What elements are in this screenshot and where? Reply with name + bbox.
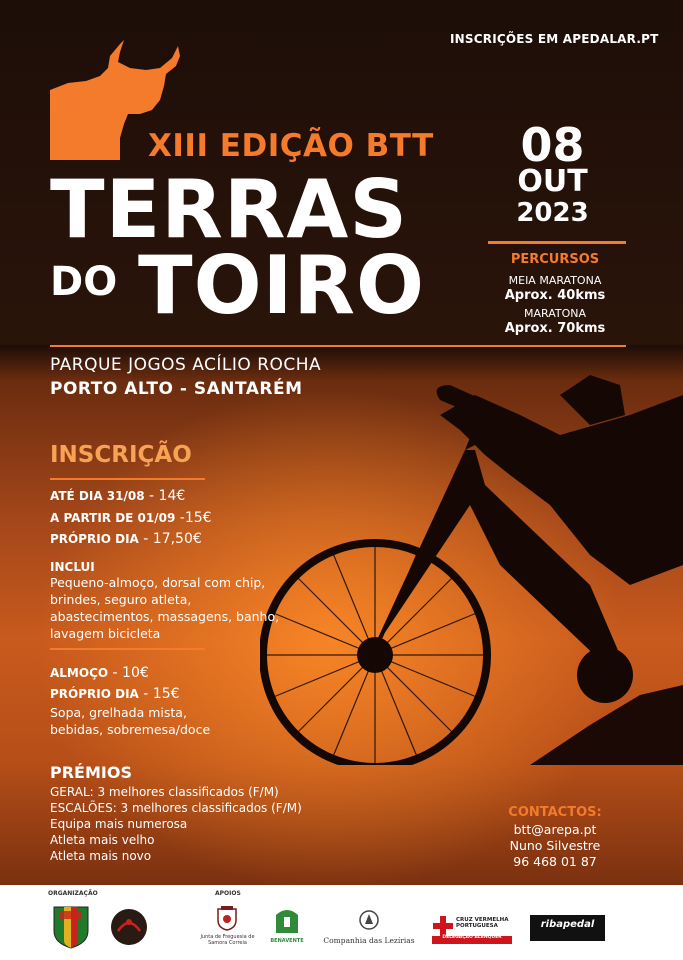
route-full-name: MARATONA [523, 307, 586, 320]
junta-crest-icon [215, 905, 239, 931]
lunch-divider [50, 648, 205, 650]
event-month: OUT [517, 164, 588, 199]
cruz-line2: PORTUGUESA [456, 923, 498, 930]
contact-name: Nuno Silvestre [509, 838, 601, 853]
title-toiro: TOIRO [138, 239, 425, 332]
price-sameday-value: - 17,50€ [138, 531, 202, 547]
contact-phone: 96 468 01 87 [513, 854, 597, 869]
price-early-label: ATÉ DIA 31/08 [50, 489, 145, 503]
cruz-line1: CRUZ VERMELHA [456, 917, 509, 923]
lunch-price [50, 665, 149, 682]
header-divider [50, 345, 626, 347]
prizes-list [50, 784, 350, 864]
ribapedal-logo: ribapedal [530, 915, 605, 941]
title-do: DO [50, 259, 118, 305]
prizes-title: PRÉMIOS [50, 763, 132, 782]
companhia-name: Companhia das Lezírias [323, 936, 415, 945]
lunch-sameday-price [50, 686, 180, 703]
lunch-menu: Sopa, grelhada mista, bebidas, sobremesa/doce [50, 705, 211, 737]
companhia-crest-icon [358, 909, 380, 931]
venue-location: PORTO ALTO - SANTARÉM [50, 379, 303, 399]
venue-name: PARQUE JOGOS ACÍLIO ROCHA [50, 355, 322, 375]
benavente-name: BENAVENTE [270, 938, 304, 944]
price-sameday-label: PRÓPRIO DIA [50, 532, 139, 546]
edition-heading: XIII EDIÇÃO BTT [148, 128, 434, 164]
price-late-label: A PARTIR DE 01/09 [50, 511, 176, 525]
price-early [50, 488, 185, 505]
prize-item: ESCALÕES: 3 melhores classificados (F/M) [50, 801, 302, 815]
prize-item: Atleta mais velho [50, 833, 155, 847]
price-early-value: - 14€ [144, 488, 186, 504]
lunch-price-value: - 10€ [108, 665, 149, 681]
price-late-value: -15€ [175, 510, 212, 526]
prize-item: GERAL: 3 melhores classificados (F/M) [50, 785, 279, 799]
organizer-shield-logo-icon [52, 905, 90, 949]
organizer-round-logo-icon [110, 905, 148, 949]
benavente-logo-icon [272, 903, 302, 937]
lunch-sameday-value: - 15€ [138, 686, 180, 702]
registration-title: INSCRIÇÃO [50, 442, 192, 468]
prize-item: Atleta mais novo [50, 849, 152, 863]
price-sameday [50, 531, 202, 548]
lunch-price-label: ALMOÇO [50, 666, 109, 680]
includes-text: Pequeno-almoço, dorsal com chip, brindes, seguro atleta, abastecimentos, massagens, banho, lavagem bicicleta [50, 575, 280, 641]
title-terras: TERRAS [50, 163, 408, 256]
includes-title: INCLUI [50, 560, 95, 574]
routes-divider-top [488, 241, 626, 244]
prize-item: Equipa mais numerosa [50, 817, 188, 831]
cruz-name [456, 917, 516, 929]
lunch-sameday-label: PRÓPRIO DIA [50, 687, 139, 701]
registration-divider [50, 478, 205, 480]
junta-name: Junta de Freguesia de Samora Correia [200, 934, 255, 946]
cyclist-silhouette-icon [260, 355, 683, 765]
price-late [50, 510, 212, 527]
route-half-name: MEIA MARATONA [508, 274, 602, 287]
contacts-title: CONTACTOS: [508, 805, 602, 820]
cruz-delegation: DELEGAÇÃO ALENQUER [432, 936, 512, 944]
sponsors-footer [0, 885, 683, 960]
route-half-distance: Aprox. 40kms [504, 288, 606, 303]
contact-email: btt@arepa.pt [513, 822, 597, 837]
organization-label: ORGANIZAÇÃO [48, 890, 98, 897]
event-year: 2023 [516, 198, 589, 228]
route-full-distance: Aprox. 70kms [504, 321, 606, 336]
red-cross-icon [432, 915, 454, 937]
routes-title: PERCURSOS [510, 252, 600, 267]
registration-site-note: INSCRIÇÕES EM APEDALAR.PT [450, 32, 659, 46]
event-day: 08 [520, 118, 585, 172]
support-label: APOIOS [215, 890, 241, 897]
